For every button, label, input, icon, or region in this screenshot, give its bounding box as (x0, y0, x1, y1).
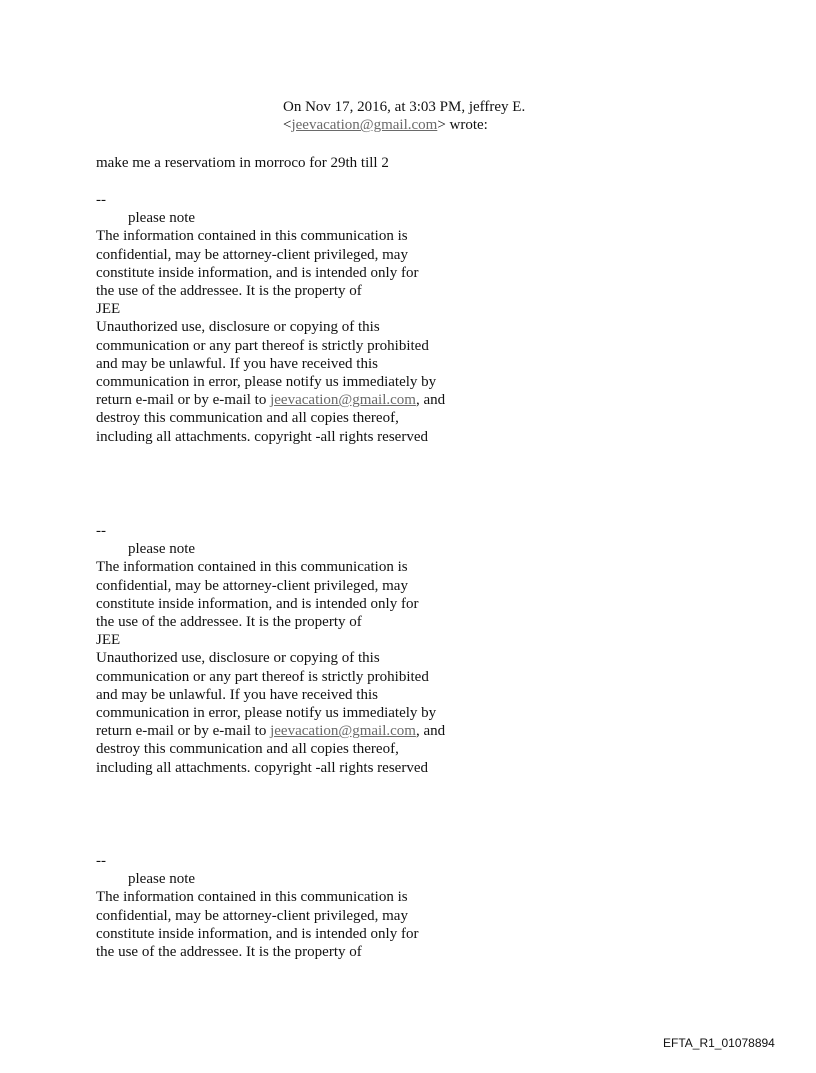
disclaimer-line: confidential, may be attorney-client privileged, may (96, 577, 408, 594)
disclaimer-text: return e-mail or by e-mail to (96, 392, 271, 409)
disclaimer-line: constitute inside information, and is intended only for (96, 264, 419, 281)
disclaimer-block-1 (96, 191, 445, 446)
disclaimer-line: communication or any part thereof is strictly prohibited (96, 337, 429, 354)
disclaimer-line (96, 391, 445, 409)
disclaimer-line: JEE (96, 301, 121, 318)
disclaimer-line: including all attachments. copyright -all rights reserved (96, 428, 428, 445)
message-body: make me a reservatiom in morroco for 29th till 2 (96, 155, 389, 171)
disclaimer-line: destroy this communication and all copies thereof, (96, 410, 399, 427)
disclaimer-line: constitute inside information, and is intended only for (96, 595, 419, 612)
disclaimer-note: please note (128, 871, 196, 888)
signature-separator: -- (96, 853, 106, 869)
wrote-text: > wrote: (437, 117, 488, 134)
disclaimer-line: and may be unlawful. If you have received this (96, 686, 378, 703)
disclaimer-line: confidential, may be attorney-client privileged, may (96, 907, 408, 924)
disclaimer-line: communication in error, please notify us immediately by (96, 374, 437, 391)
disclaimer-line: constitute inside information, and is intended only for (96, 925, 419, 942)
disclaimer-email-link[interactable]: jeevacation@gmail.com (270, 723, 416, 740)
disclaimer-line: the use of the addressee. It is the property of (96, 283, 362, 300)
disclaimer-line: Unauthorized use, disclosure or copying of this (96, 650, 380, 667)
disclaimer-text: , and (415, 392, 446, 409)
disclaimer-block-2 (96, 522, 445, 777)
signature-separator: -- (96, 192, 106, 208)
disclaimer-line: the use of the addressee. It is the property of (96, 614, 362, 631)
disclaimer-line: confidential, may be attorney-client privileged, may (96, 246, 408, 263)
reply-header-date-line: On Nov 17, 2016, at 3:03 PM, jeffrey E. (283, 99, 526, 115)
disclaimer-email-link[interactable]: jeevacation@gmail.com (270, 392, 416, 409)
disclaimer-line: the use of the addressee. It is the property of (96, 944, 362, 961)
disclaimer-line: and may be unlawful. If you have received this (96, 355, 378, 372)
disclaimer-text: return e-mail or by e-mail to (96, 723, 271, 740)
disclaimer-note: please note (128, 541, 196, 558)
disclaimer-line: The information contained in this communication is (96, 889, 408, 906)
disclaimer-line: including all attachments. copyright -all rights reserved (96, 759, 428, 776)
reply-header-email-line (283, 116, 525, 134)
signature-separator: -- (96, 523, 106, 539)
document-id: EFTA_R1_01078894 (663, 1036, 775, 1050)
disclaimer-note: please note (128, 210, 196, 227)
disclaimer-text: , and (415, 723, 446, 740)
disclaimer-line: The information contained in this communication is (96, 228, 408, 245)
sender-email-link[interactable]: jeevacation@gmail.com (291, 117, 438, 134)
disclaimer-line: The information contained in this communication is (96, 559, 408, 576)
disclaimer-line (96, 722, 445, 740)
disclaimer-line: JEE (96, 632, 121, 649)
disclaimer-line: communication or any part thereof is strictly prohibited (96, 668, 429, 685)
disclaimer-line: destroy this communication and all copies thereof, (96, 741, 399, 758)
disclaimer-line: communication in error, please notify us immediately by (96, 705, 437, 722)
disclaimer-line: Unauthorized use, disclosure or copying of this (96, 319, 380, 336)
disclaimer-block-3 (96, 852, 418, 961)
reply-header (283, 98, 525, 134)
email-open-bracket: < (283, 117, 292, 134)
